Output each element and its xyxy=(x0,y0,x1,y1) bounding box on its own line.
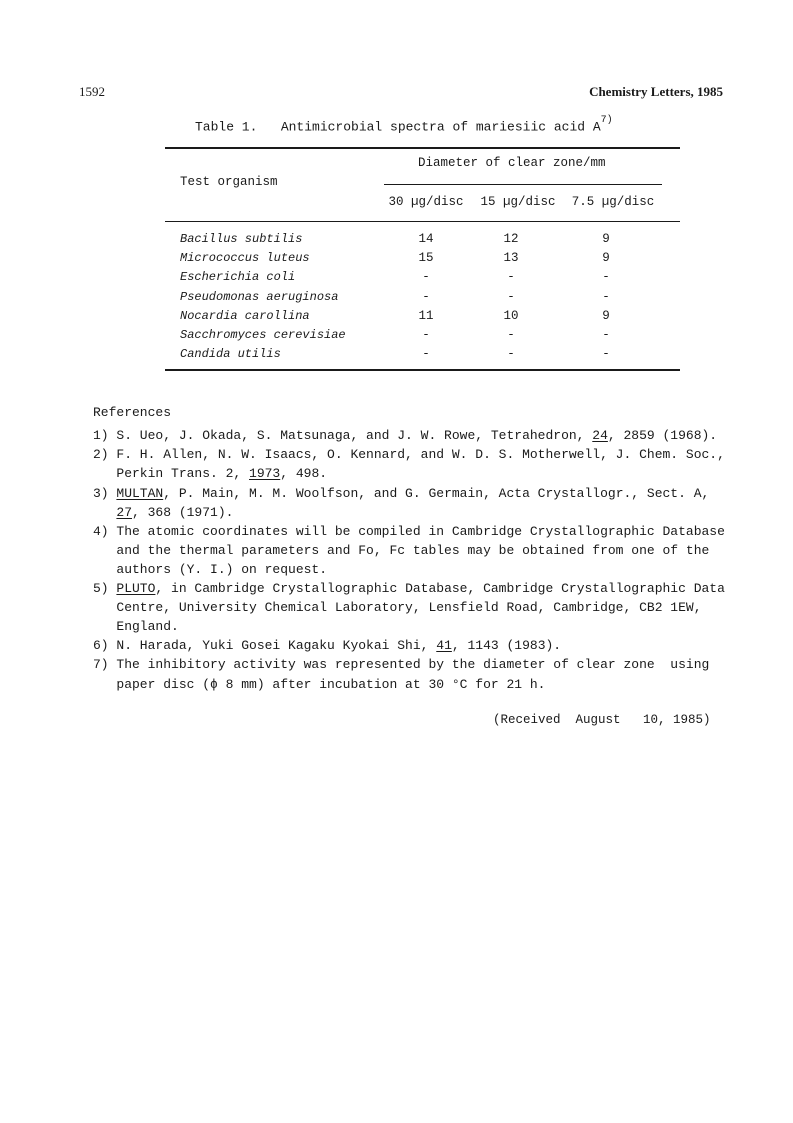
ref-text: 6) N. Harada, Yuki Gosei Kagaku Kyokai Shi, xyxy=(93,638,437,653)
organism-name: Micrococcus luteus xyxy=(180,251,310,265)
reference-3-line-2 xyxy=(93,505,233,520)
col-group-header: Diameter of clear zone/mm xyxy=(418,156,606,170)
value-15: 13 xyxy=(503,251,519,265)
reference-5-line-2: Centre, University Chemical Laboratory, Lensfield Road, Cambridge, CB2 1EW, xyxy=(93,600,702,615)
col-header-15: 15 µg/disc xyxy=(480,195,556,209)
value-7-5: - xyxy=(602,290,610,304)
value-7-5: - xyxy=(602,270,610,284)
value-30: 15 xyxy=(418,251,434,265)
ref-text: , 498. xyxy=(280,466,328,481)
ref-text: , in Cambridge Crystallographic Database, Cambridge Crystallographic Data xyxy=(155,581,725,596)
value-30: 11 xyxy=(418,309,434,323)
reference-3-line-1 xyxy=(93,486,709,501)
organism-name: Escherichia coli xyxy=(180,270,296,284)
ref-text: , 1143 (1983). xyxy=(451,638,562,653)
ref-text: , 368 (1971). xyxy=(132,505,234,520)
reference-7-line-1: 7) The inhibitory activity was represented by the diameter of clear zone using xyxy=(93,657,710,672)
value-15: - xyxy=(507,290,515,304)
reference-4-line-1: 4) The atomic coordinates will be compiled in Cambridge Crystallographic Database xyxy=(93,524,725,539)
value-7-5: - xyxy=(602,328,610,342)
value-7-5: - xyxy=(602,347,610,361)
reference-1 xyxy=(93,428,717,443)
value-15: - xyxy=(507,270,515,284)
ref-text xyxy=(93,505,116,520)
reference-4-line-3: authors (Y. I.) on request. xyxy=(93,562,328,577)
row-header: Test organism xyxy=(180,175,278,189)
references-heading: References xyxy=(93,405,172,420)
value-7-5: 9 xyxy=(602,309,610,323)
ref-year: 1973 xyxy=(249,466,281,481)
value-30: - xyxy=(422,270,430,284)
organism-name: Candida utilis xyxy=(180,347,281,361)
organism-name: Sacchromyces cerevisiae xyxy=(180,328,346,342)
ref-text: 3) xyxy=(93,486,117,501)
organism-name: Pseudomonas aeruginosa xyxy=(180,290,339,304)
ref-text: 5) xyxy=(93,581,117,596)
table-bottom-rule xyxy=(165,369,680,371)
reference-2-line-1: 2) F. H. Allen, N. W. Isaacs, O. Kennard, and W. D. S. Motherwell, J. Chem. Soc., xyxy=(93,447,725,462)
value-15: 10 xyxy=(503,309,519,323)
reference-6 xyxy=(93,638,561,653)
table-caption xyxy=(195,115,613,135)
table-caption-text: Table 1. Antimicrobial spectra of mariesiic acid A xyxy=(195,119,601,135)
ref-volume: 27 xyxy=(116,505,133,520)
reference-7-line-2: paper disc (ϕ 8 mm) after incubation at 30 °C for 21 h. xyxy=(93,677,546,692)
value-30: - xyxy=(422,290,430,304)
ref-text: 1) S. Ueo, J. Okada, S. Matsunaga, and J. W. Rowe, Tetrahedron, xyxy=(93,428,593,443)
received-date: (Received August 10, 1985) xyxy=(493,713,711,727)
page-number: 1592 xyxy=(79,84,105,99)
table-top-rule xyxy=(165,147,680,149)
ref-volume: 24 xyxy=(592,428,608,443)
reference-2-line-2 xyxy=(93,466,327,481)
table-caption-ref: 7) xyxy=(600,115,613,126)
value-15: 12 xyxy=(503,232,519,246)
value-30: - xyxy=(422,328,430,342)
ref-volume: 41 xyxy=(436,638,452,653)
ref-text: , P. Main, M. M. Woolfson, and G. Germain, Acta Crystallogr., Sect. A, xyxy=(163,486,710,501)
value-30: - xyxy=(422,347,430,361)
table-header-rule xyxy=(165,221,680,222)
value-15: - xyxy=(507,328,515,342)
journal-header: Chemistry Letters, 1985 xyxy=(589,84,723,99)
table-group-rule xyxy=(384,184,662,185)
ref-program: MULTAN xyxy=(116,486,164,501)
organism-name: Bacillus subtilis xyxy=(180,232,303,246)
reference-4-line-2: and the thermal parameters and Fo, Fc tables may be obtained from one of the xyxy=(93,543,710,558)
value-7-5: 9 xyxy=(602,251,610,265)
ref-text: Perkin Trans. 2, xyxy=(93,466,250,481)
organism-name: Nocardia carollina xyxy=(180,309,310,323)
reference-5-line-1 xyxy=(93,581,725,596)
col-header-7-5: 7.5 µg/disc xyxy=(571,195,655,209)
reference-5-line-3: England. xyxy=(93,619,179,634)
ref-text: , 2859 (1968). xyxy=(607,428,718,443)
value-30: 14 xyxy=(418,232,434,246)
ref-program: PLUTO xyxy=(116,581,156,596)
col-header-30: 30 µg/disc xyxy=(388,195,464,209)
value-15: - xyxy=(507,347,515,361)
value-7-5: 9 xyxy=(602,232,610,246)
